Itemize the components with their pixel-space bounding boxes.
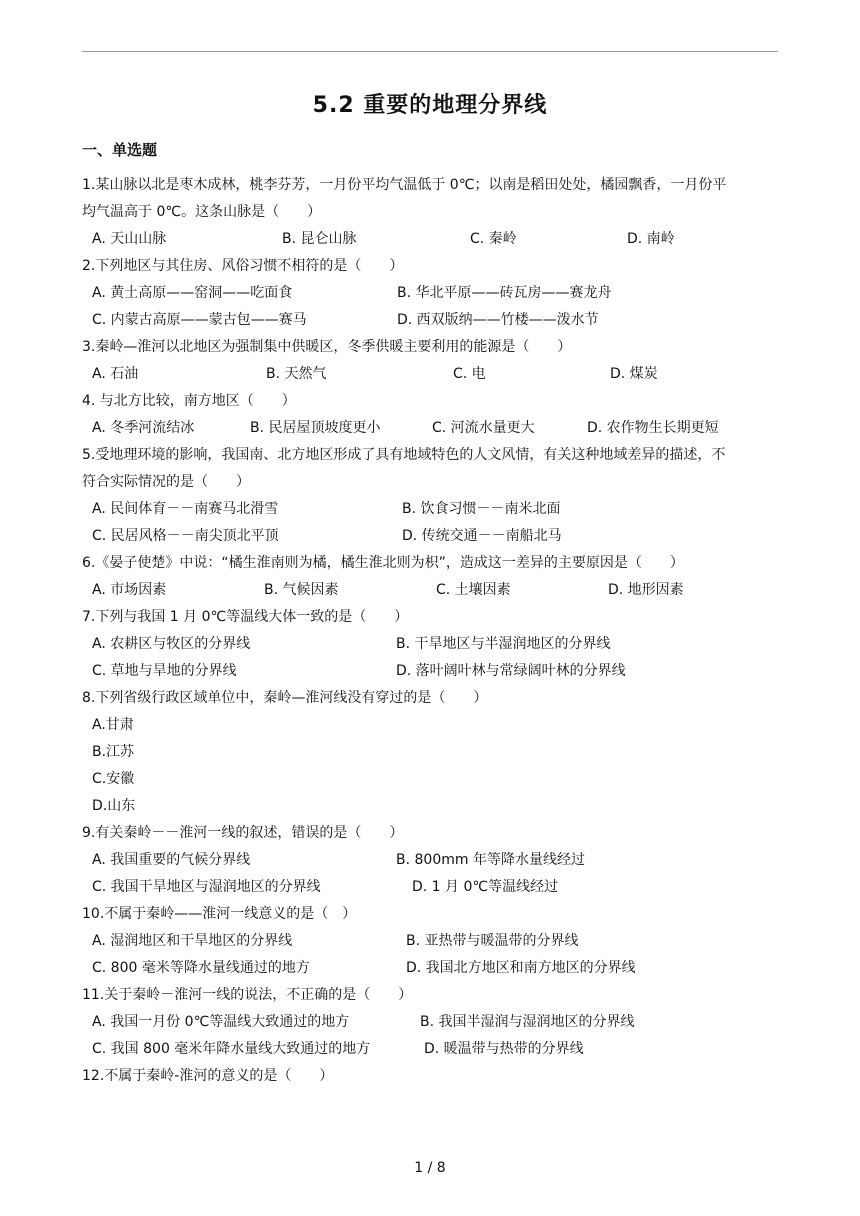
option-c: C. 秦岭: [470, 231, 517, 247]
question-stem: 3.秦岭—淮河以北地区为强制集中供暖区，冬季供暖主要利用的能源是（ ）: [82, 339, 572, 355]
option-a: A. 民间体育－－南赛马北滑雪: [92, 501, 279, 517]
question-8: [82, 685, 778, 820]
option-d: D. 1 月 0℃等温线经过: [412, 879, 559, 895]
option-b: B. 气候因素: [264, 582, 339, 598]
question-7: [82, 604, 778, 685]
question-stem: 5.受地理环境的影响，我国南、北方地区形成了具有地域特色的人文风情，有关这种地域差异的描述，不: [82, 447, 726, 463]
option-d: D. 传统交通－－南船北马: [402, 528, 562, 544]
question-stem: 7.下列与我国 1 月 0℃等温线大体一致的是（ ）: [82, 609, 409, 625]
option-a: A. 黄土高原——窑洞——吃面食: [92, 285, 293, 301]
option-a: A. 市场因素: [92, 582, 167, 598]
question-4: [82, 388, 778, 442]
option-c: C.安徽: [92, 771, 135, 787]
option-c: C. 我国干旱地区与湿润地区的分界线: [92, 879, 321, 895]
option-b: B. 我国半湿润与湿润地区的分界线: [420, 1014, 635, 1030]
option-b: B. 亚热带与暖温带的分界线: [406, 933, 579, 949]
question-stem: 12.不属于秦岭-淮河的意义的是（ ）: [82, 1068, 334, 1084]
option-a: A. 天山山脉: [92, 231, 167, 247]
option-d: D. 暖温带与热带的分界线: [424, 1041, 584, 1057]
option-b: B. 800mm 年等降水量线经过: [396, 852, 585, 868]
question-10: [82, 901, 778, 982]
option-b: B. 饮食习惯－－南米北面: [402, 501, 561, 517]
option-d: D. 我国北方地区和南方地区的分界线: [406, 960, 636, 976]
option-d: D. 南岭: [627, 231, 675, 247]
option-c: C. 民居风格－－南尖顶北平顶: [92, 528, 279, 544]
section-heading: 一、单选题: [82, 141, 158, 159]
option-c: C. 土壤因素: [436, 582, 511, 598]
option-a: A. 冬季河流结冰: [92, 420, 195, 436]
option-a: A. 湿润地区和干旱地区的分界线: [92, 933, 293, 949]
option-b: B. 干旱地区与半湿润地区的分界线: [396, 636, 611, 652]
page-title: 5.2 重要的地理分界线: [312, 93, 548, 118]
option-b: B. 昆仑山脉: [282, 231, 357, 247]
question-5: [82, 442, 778, 550]
option-d: D. 农作物生长期更短: [587, 420, 719, 436]
question-6: [82, 550, 778, 604]
question-list: [82, 172, 778, 1090]
page-number: 1 / 8: [414, 1160, 446, 1176]
option-d: D. 煤炭: [610, 366, 658, 382]
option-b: B. 华北平原——砖瓦房——赛龙舟: [397, 285, 612, 301]
question-3: [82, 334, 778, 388]
option-a: A. 我国一月份 0℃等温线大致通过的地方: [92, 1014, 350, 1030]
question-stem: 8.下列省级行政区域单位中，秦岭—淮河线没有穿过的是（ ）: [82, 690, 488, 706]
question-stem: 11.关于秦岭－淮河一线的说法，不正确的是（ ）: [82, 987, 413, 1003]
option-a: A. 石油: [92, 366, 139, 382]
option-a: A.甘肃: [92, 717, 134, 733]
question-stem: 9.有关秦岭－－淮河一线的叙述，错误的是（ ）: [82, 825, 404, 841]
question-stem: 10.不属于秦岭——淮河一线意义的是（ ）: [82, 906, 357, 922]
option-c: C. 河流水量更大: [432, 420, 535, 436]
question-11: [82, 982, 778, 1063]
option-d: D. 落叶阔叶林与常绿阔叶林的分界线: [396, 663, 626, 679]
question-stem: 6.《晏子使楚》中说：“橘生淮南则为橘，橘生淮北则为枳”，造成这一差异的主要原因是（ ）: [82, 555, 684, 571]
option-b: B. 民居屋顶坡度更小: [250, 420, 381, 436]
question-stem: 4. 与北方比较，南方地区（ ）: [82, 393, 296, 409]
question-1: [82, 172, 778, 253]
question-2: [82, 253, 778, 334]
option-d: D. 西双版纳——竹楼——泼水节: [397, 312, 599, 328]
option-c: C. 草地与旱地的分界线: [92, 663, 237, 679]
question-stem-cont: 均气温高于 0℃。这条山脉是（ ）: [82, 204, 322, 220]
question-12: [82, 1063, 778, 1090]
option-d: D.山东: [92, 798, 136, 814]
option-c: C. 内蒙古高原——蒙古包——赛马: [92, 312, 307, 328]
question-9: [82, 820, 778, 901]
option-b: B.江苏: [92, 744, 135, 760]
option-c: C. 我国 800 毫米年降水量线大致通过的地方: [92, 1041, 371, 1057]
option-a: A. 农耕区与牧区的分界线: [92, 636, 251, 652]
option-b: B. 天然气: [266, 366, 327, 382]
option-c: C. 800 毫米等降水量线通过的地方: [92, 960, 310, 976]
option-a: A. 我国重要的气候分界线: [92, 852, 251, 868]
option-c: C. 电: [453, 366, 486, 382]
header-rule: [82, 51, 778, 52]
question-stem-cont: 符合实际情况的是（ ）: [82, 474, 250, 490]
question-stem: 2.下列地区与其住房、风俗习惯不相符的是（ ）: [82, 258, 404, 274]
option-d: D. 地形因素: [608, 582, 684, 598]
question-stem: 1.某山脉以北是枣木成林，桃李芬芳，一月份平均气温低于 0℃；以南是稻田处处，橘园飘香，一月份平: [82, 177, 727, 193]
